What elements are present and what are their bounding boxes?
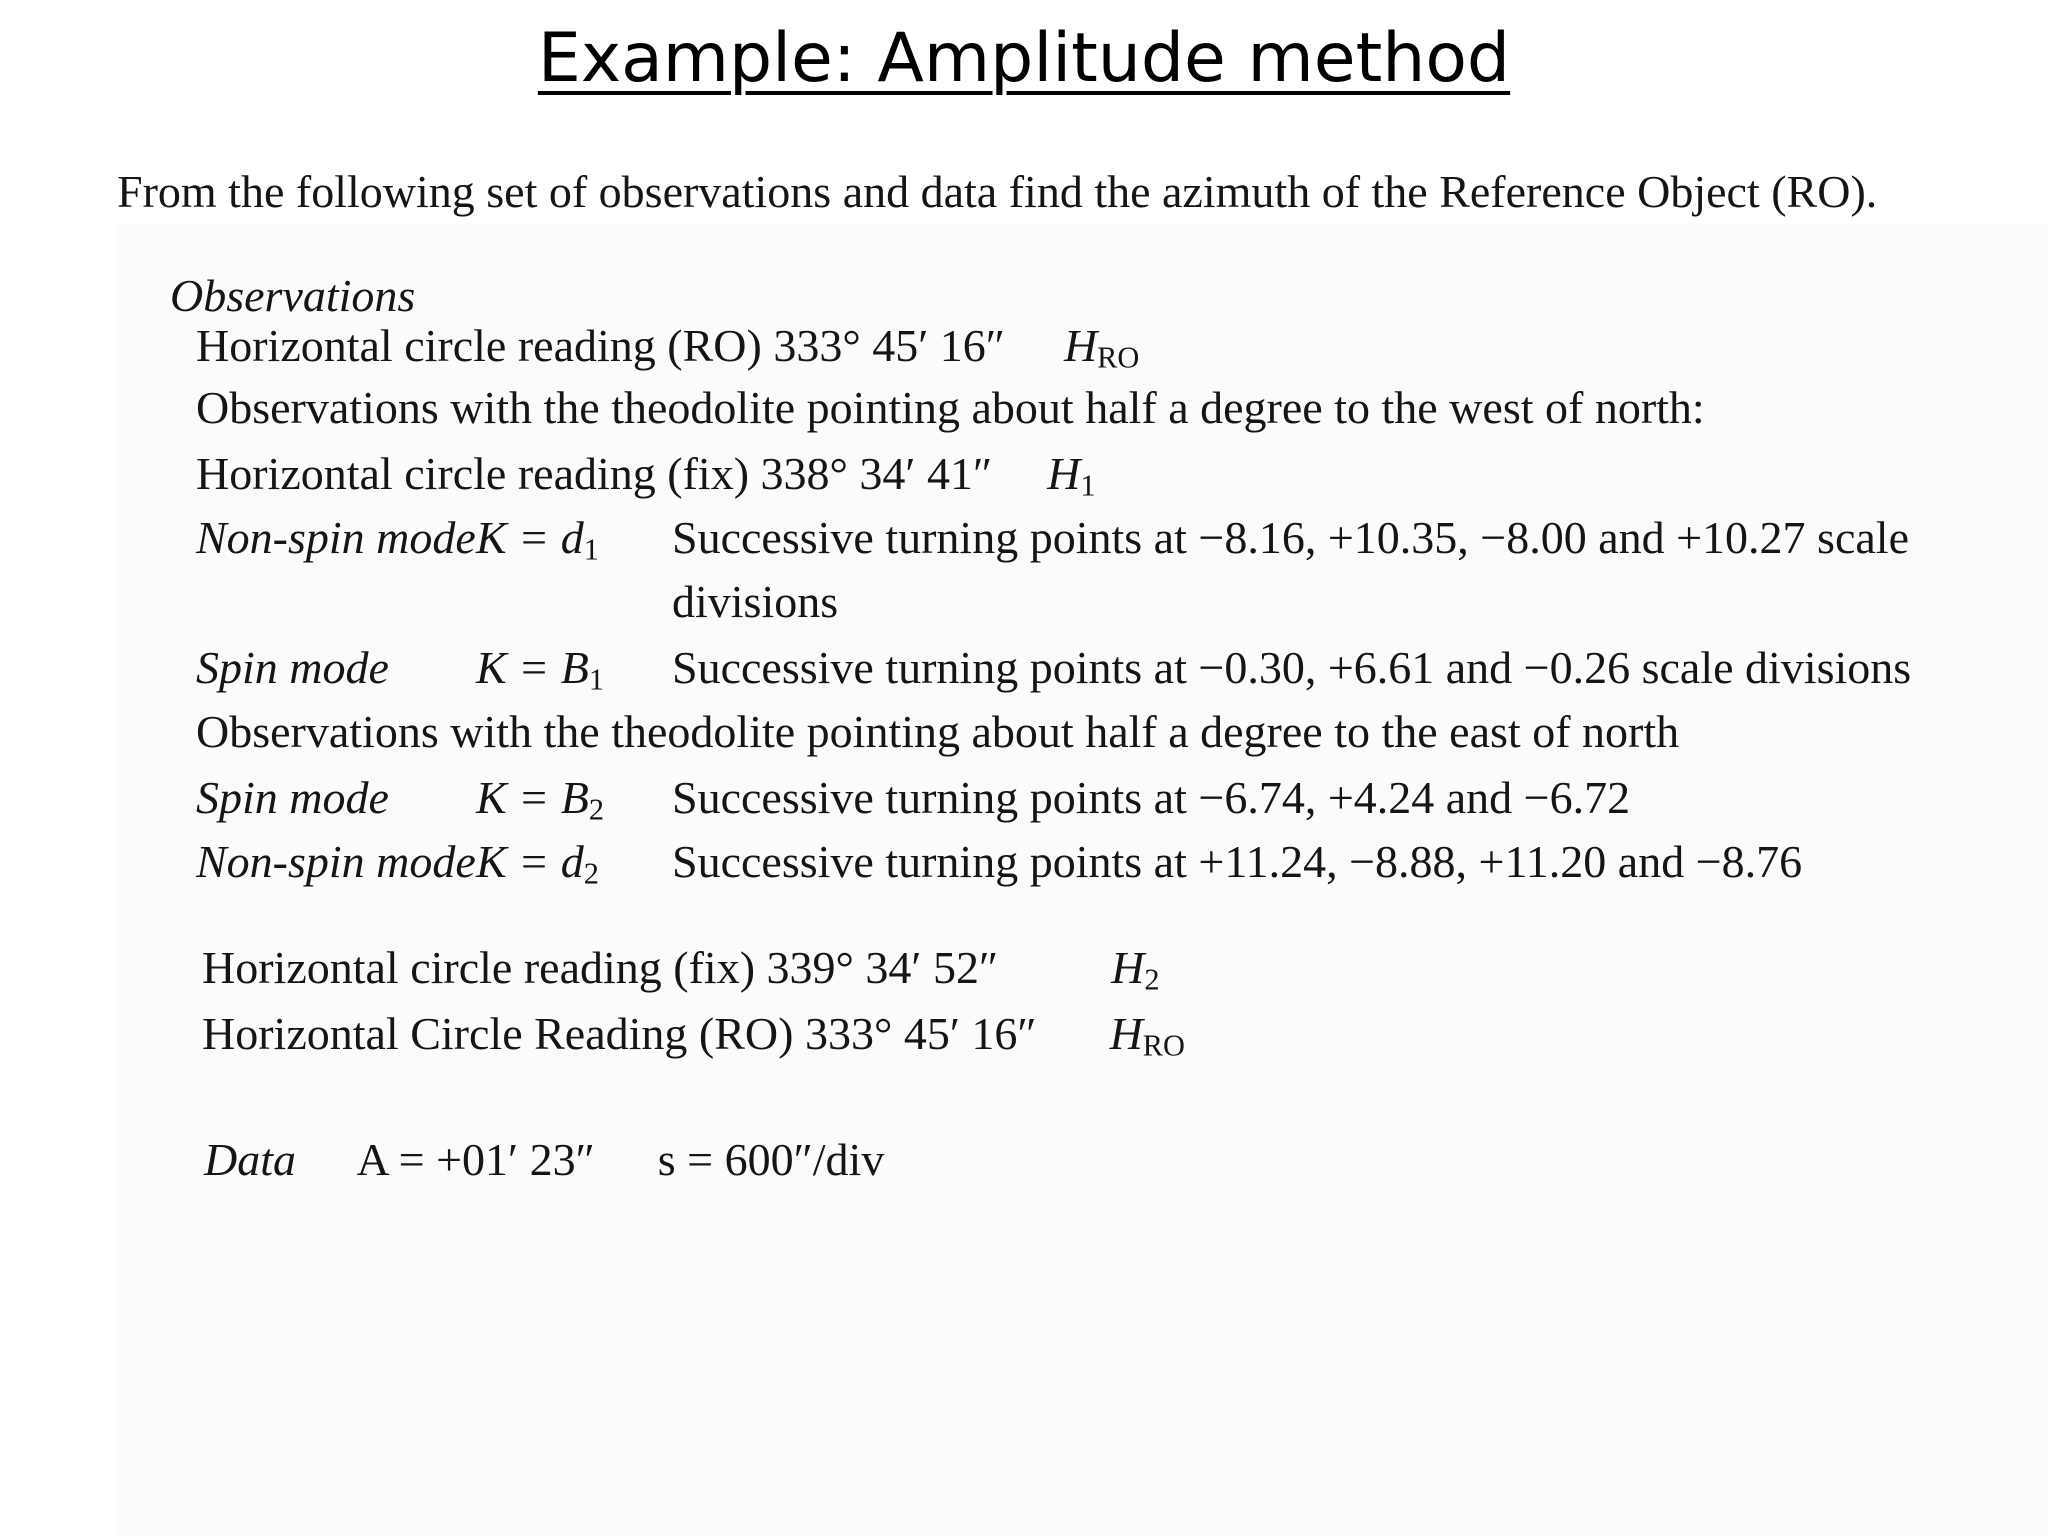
mode-desc-cont-1: divisions	[672, 576, 839, 627]
mode-desc-3: Successive turning points at −6.74, +4.24 and −6.72	[672, 772, 1631, 823]
hcr-fix-sub-2: 2	[1144, 962, 1160, 997]
mode-desc-2: Successive turning points at −0.30, +6.61 and −0.26 scale divisions	[672, 642, 1912, 693]
hcr-fix-text-1: Horizontal circle reading (fix) 338° 34′ 41″	[196, 448, 993, 499]
mode-k-text-3: K = B	[476, 772, 589, 823]
data-label: Data	[204, 1134, 296, 1185]
mode-k-2	[476, 638, 604, 698]
mode-desc-4: Successive turning points at +11.24, −8.88, +11.20 and −8.76	[672, 836, 1803, 887]
mode-k-3	[476, 768, 604, 828]
title-text: Example: Amplitude method	[537, 19, 1511, 98]
mode-k-sub-3: 2	[588, 792, 605, 827]
mode-k-1	[476, 508, 599, 568]
mode-k-sub-1: 1	[583, 532, 599, 567]
mode-k-text-1: K = d	[476, 512, 584, 563]
east-heading: Observations with the theodolite pointing about half a degree to the east of north	[196, 706, 1680, 757]
mode-label-4: Non-spin mode	[196, 836, 476, 887]
mode-k-sub-4: 2	[583, 856, 599, 891]
hcr-fix-sub-1: 1	[1080, 468, 1096, 503]
west-heading: Observations with the theodolite pointing about half a degree to the west of north:	[196, 382, 1705, 433]
slide-title	[0, 14, 2048, 104]
data-s-value: s = 600″/div	[657, 1134, 885, 1185]
hcr-fix-line-2	[202, 938, 1160, 998]
hcr-ro-line-1	[196, 316, 1139, 376]
mode-label-2: Spin mode	[196, 642, 389, 693]
hcr-fix-text-2: Horizontal circle reading (fix) 339° 34′ 52″	[202, 942, 999, 993]
hcr-ro-line-2	[202, 1004, 1185, 1064]
mode-k-text-2: K = B	[476, 642, 589, 693]
hcr-ro-sub-1: RO	[1097, 340, 1140, 375]
hcr-ro-symbol-2: H	[1109, 1008, 1143, 1059]
mode-k-sub-2: 1	[588, 662, 605, 697]
observations-heading: Observations	[170, 270, 416, 321]
mode-k-4	[476, 832, 599, 892]
mode-label-3: Spin mode	[196, 772, 389, 823]
hcr-ro-sub-2: RO	[1142, 1028, 1185, 1063]
hcr-fix-symbol-1: H	[1047, 448, 1081, 499]
hcr-ro-text-1: Horizontal circle reading (RO) 333° 45′ 16″	[196, 320, 1005, 371]
intro-text: From the following set of observations and data find the azimuth of the Reference Object (RO).	[117, 166, 1878, 217]
mode-k-text-4: K = d	[476, 836, 584, 887]
hcr-ro-symbol-1: H	[1063, 320, 1098, 371]
mode-label-1: Non-spin mode	[196, 512, 476, 563]
hcr-ro-text-2: Horizontal Circle Reading (RO) 333° 45′ 16″	[202, 1008, 1037, 1059]
data-line	[204, 1130, 884, 1190]
data-a-value: A = +01′ 23″	[356, 1134, 595, 1185]
hcr-fix-symbol-2: H	[1111, 942, 1145, 993]
hcr-fix-line-1	[196, 444, 1096, 504]
mode-desc-1: Successive turning points at −8.16, +10.35, −8.00 and +10.27 scale	[672, 512, 1909, 563]
